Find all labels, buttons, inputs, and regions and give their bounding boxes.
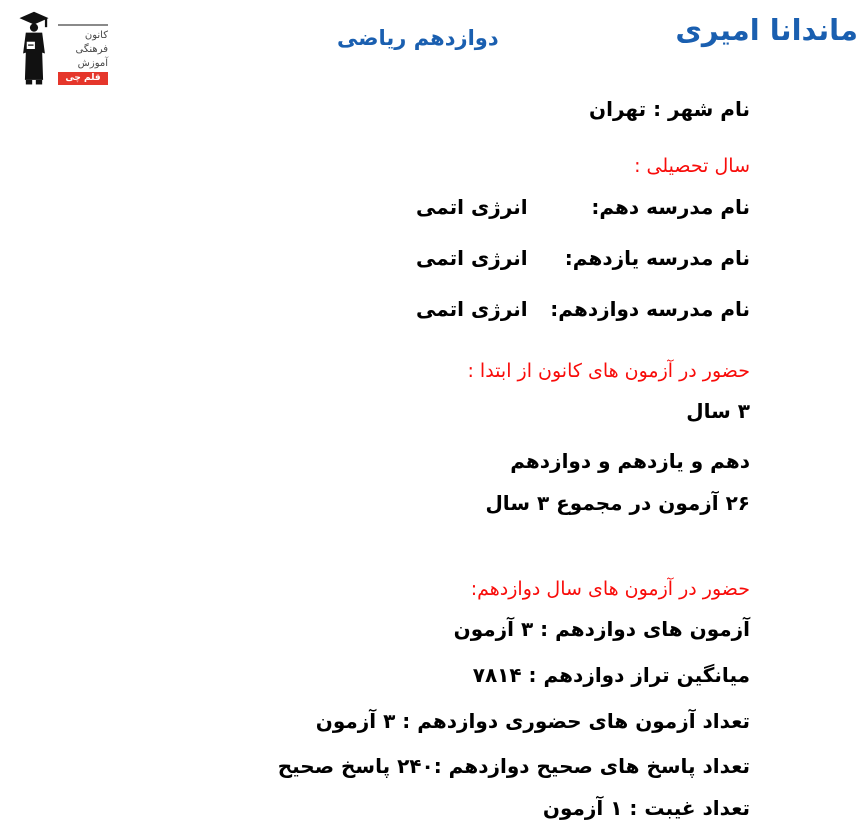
school-value-grade10: انرژی اتمی — [416, 195, 528, 219]
logo-word-amoozesh: آموزش — [77, 58, 108, 69]
grade12-inperson-count-line: تعداد آزمون های حضوری دوازدهم : ۳ آزمون — [315, 709, 750, 733]
school-label-grade12: نام مدرسه دوازدهم: — [550, 297, 750, 321]
grade12-exam-count-line: آزمون های دوازدهم : ۳ آزمون — [453, 617, 750, 641]
attendance-overall-header: حضور در آزمون های کانون از ابتدا : — [467, 360, 750, 382]
grade12-absence-count-line: تعداد غیبت : ۱ آزمون — [542, 796, 750, 820]
attendance-years-line: ۳ سال — [686, 399, 750, 423]
graduate-figure-icon — [14, 8, 54, 90]
school-row-grade10 — [416, 194, 750, 221]
school-row-grade11 — [416, 245, 750, 272]
kanoon-logo — [14, 8, 116, 94]
student-name-title: ماندانا امیری — [675, 13, 858, 47]
school-label-grade10: نام مدرسه دهم: — [591, 195, 750, 219]
school-row-grade12 — [416, 296, 750, 323]
grade12-correct-answers-line: تعداد پاسخ های صحیح دوازدهم :۲۴۰ پاسخ صحیح — [277, 754, 750, 778]
logo-badge-ghalamchi: قلم چی — [58, 72, 108, 85]
logo-word-kanoon: کانون — [84, 30, 108, 41]
grade12-attendance-header: حضور در آزمون های سال دوازدهم: — [470, 578, 750, 600]
logo-wordmark — [58, 24, 108, 85]
school-label-grade11: نام مدرسه یازدهم: — [564, 246, 750, 270]
school-value-grade12: انرژی اتمی — [416, 297, 528, 321]
academic-year-label: سال تحصیلی : — [634, 155, 750, 177]
grade-major-label: دوازدهم ریاضی — [337, 26, 499, 50]
logo-word-farhangi: فرهنگی — [75, 44, 108, 55]
attendance-grades-line: دهم و یازدهم و دوازدهم — [510, 449, 750, 473]
grade12-average-score-line: میانگین تراز دوازدهم : ۷۸۱۴ — [472, 663, 750, 687]
attendance-total-exams-line: ۲۶ آزمون در مجموع ۳ سال — [485, 491, 750, 515]
school-value-grade11: انرژی اتمی — [416, 246, 528, 270]
city-line: نام شهر : تهران — [589, 97, 750, 121]
